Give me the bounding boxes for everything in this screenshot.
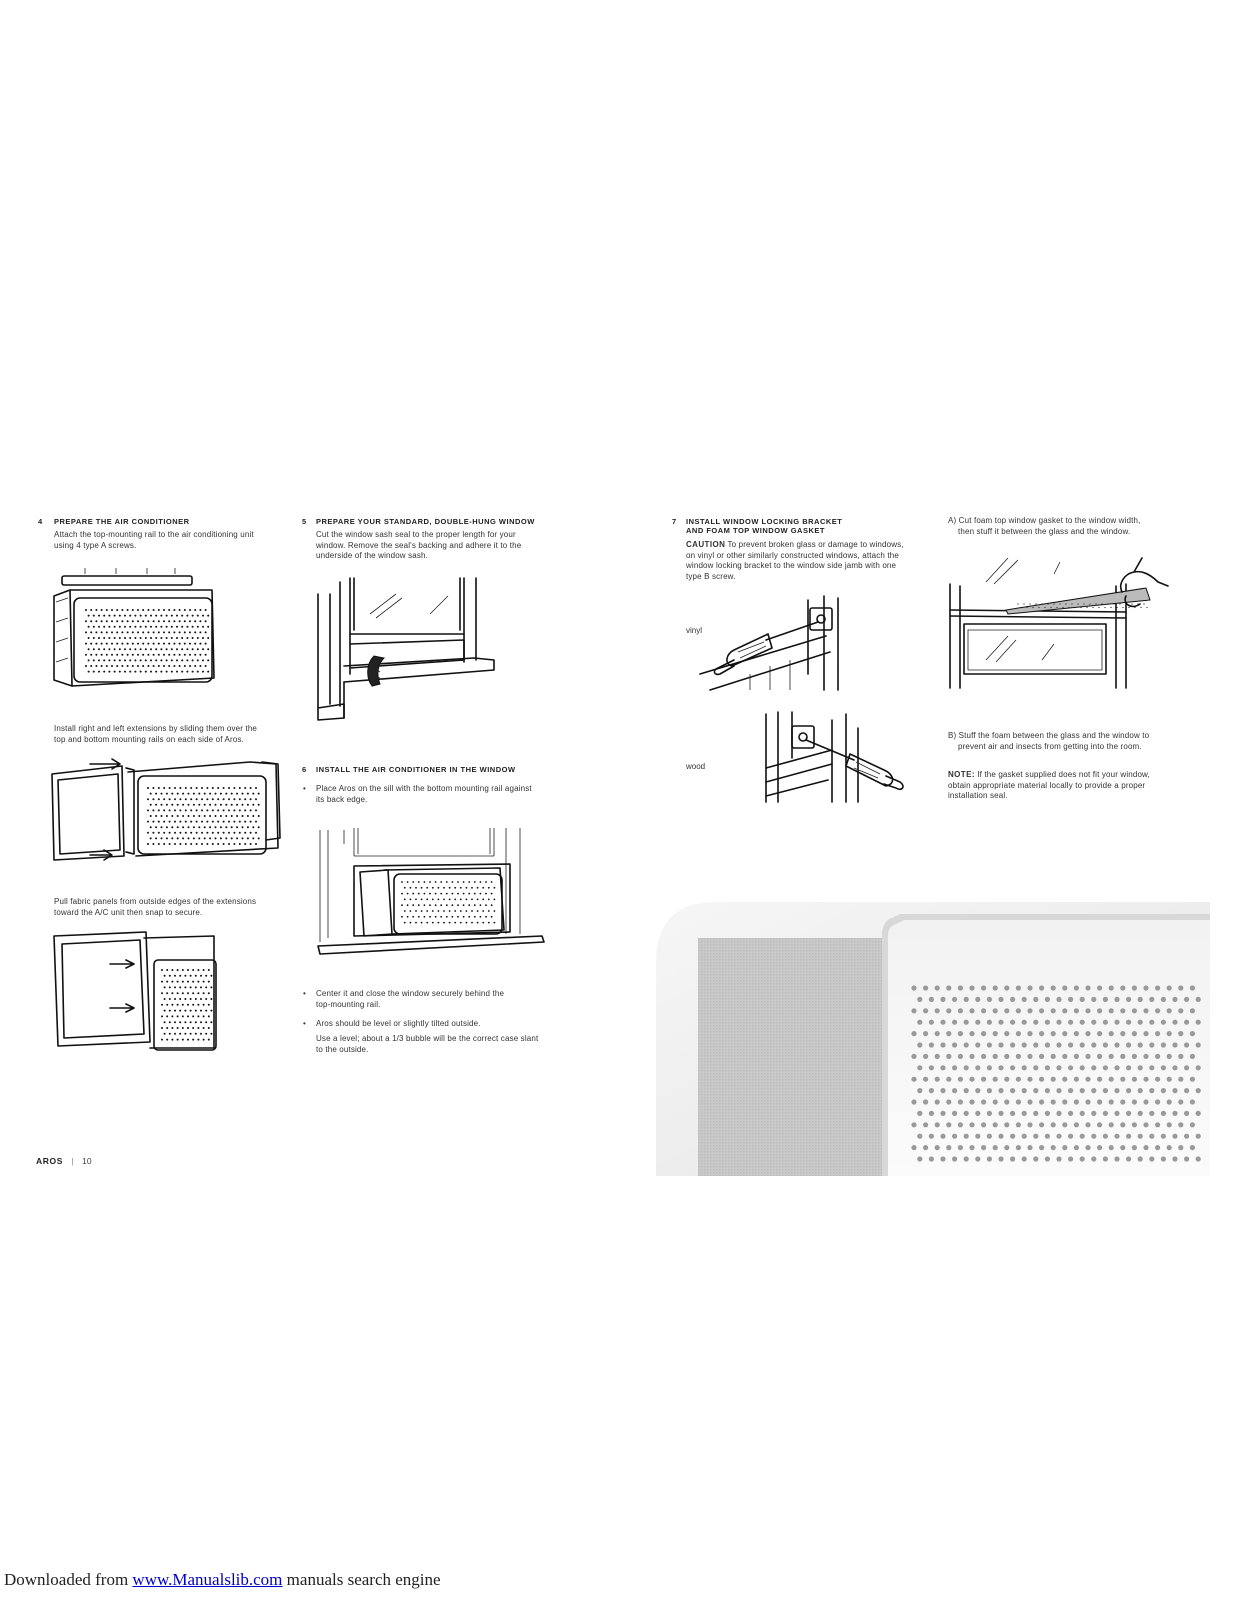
- note-label: NOTE:: [948, 770, 975, 779]
- footer-brand: AROS: [36, 1156, 63, 1166]
- step-4-text-2: Install right and left extensions by sliding them over the top and bottom mounting rails on each side of Aros.: [54, 724, 258, 744]
- download-banner: [4, 1570, 441, 1590]
- step-6-bullet-2-marker: •: [303, 989, 306, 998]
- step-6-bullet-2: Center it and close the window securely behind the top-mounting rail.: [316, 989, 505, 1009]
- extensions-illustration: [50, 752, 285, 864]
- caution-label: CAUTION: [686, 540, 726, 549]
- step-7-a: A) Cut foam top window gasket to the window width, then stuff it between the glass and the window.: [948, 516, 1141, 536]
- window-sash-illustration: [314, 574, 506, 724]
- step-6-number: 6: [302, 765, 307, 774]
- step-4-title: PREPARE THE AIR CONDITIONER: [54, 517, 190, 526]
- step-5-number: 5: [302, 517, 307, 526]
- step-6-bullet-3: Aros should be level or slightly tilted outside.: [316, 1019, 481, 1028]
- step-4-number: 4: [38, 517, 43, 526]
- label-vinyl: vinyl: [686, 626, 703, 635]
- aros-product-photo: [656, 902, 1210, 1176]
- step-6-bullet-3-marker: •: [303, 1019, 306, 1028]
- download-suffix: manuals search engine: [282, 1570, 441, 1589]
- step-6-bullet-1: Place Aros on the sill with the bottom mounting rail against its back edge.: [316, 784, 532, 804]
- ac-rail-illustration: [50, 562, 220, 692]
- step-4-text-1: Attach the top-mounting rail to the air conditioning unit using 4 type A screws.: [54, 530, 254, 550]
- step-7-number: 7: [672, 517, 677, 526]
- ac-in-window-illustration: [314, 824, 546, 958]
- step-6-title: INSTALL THE AIR CONDITIONER IN THE WINDOW: [316, 765, 516, 774]
- fabric-panels-illustration: [50, 930, 220, 1052]
- footer: [36, 1151, 92, 1169]
- step-5-text: Cut the window sash seal to the proper length for your window. Remove the seal's backing and adhere it to the underside of the window sash.: [316, 530, 522, 560]
- footer-page-number: 10: [82, 1156, 92, 1166]
- step-7-title: INSTALL WINDOW LOCKING BRACKET AND FOAM TOP WINDOW GASKET: [686, 517, 843, 535]
- gasket-illustration: [946, 552, 1168, 690]
- label-wood: wood: [686, 762, 706, 771]
- step-7-note: NOTE: If the gasket supplied does not fit your window, obtain appropriate material locally to provide a proper installation seal.: [948, 770, 1150, 800]
- footer-separator: |: [71, 1156, 74, 1166]
- wood-bracket-illustration: [762, 708, 912, 804]
- manualslib-link[interactable]: www.Manualslib.com: [132, 1570, 283, 1589]
- step-7-caution: CAUTION To prevent broken glass or damage to windows, on vinyl or other similarly constructed windows, attach the window locking bracket to the window side jamb with one type B screw.: [686, 540, 904, 581]
- step-6-bullet-3-sub: Use a level; about a 1/3 bubble will be the correct case slant to the outside.: [316, 1034, 539, 1054]
- step-6-bullet-1-marker: •: [303, 784, 306, 793]
- vinyl-bracket-illustration: [690, 594, 854, 694]
- download-prefix: Downloaded from: [4, 1570, 133, 1589]
- step-5-title: PREPARE YOUR STANDARD, DOUBLE-HUNG WINDOW: [316, 517, 535, 526]
- step-7-b: B) Stuff the foam between the glass and the window to prevent air and insects from getting into the room.: [948, 731, 1150, 751]
- step-4-text-3: Pull fabric panels from outside edges of the extensions toward the A/C unit then snap to secure.: [54, 897, 257, 917]
